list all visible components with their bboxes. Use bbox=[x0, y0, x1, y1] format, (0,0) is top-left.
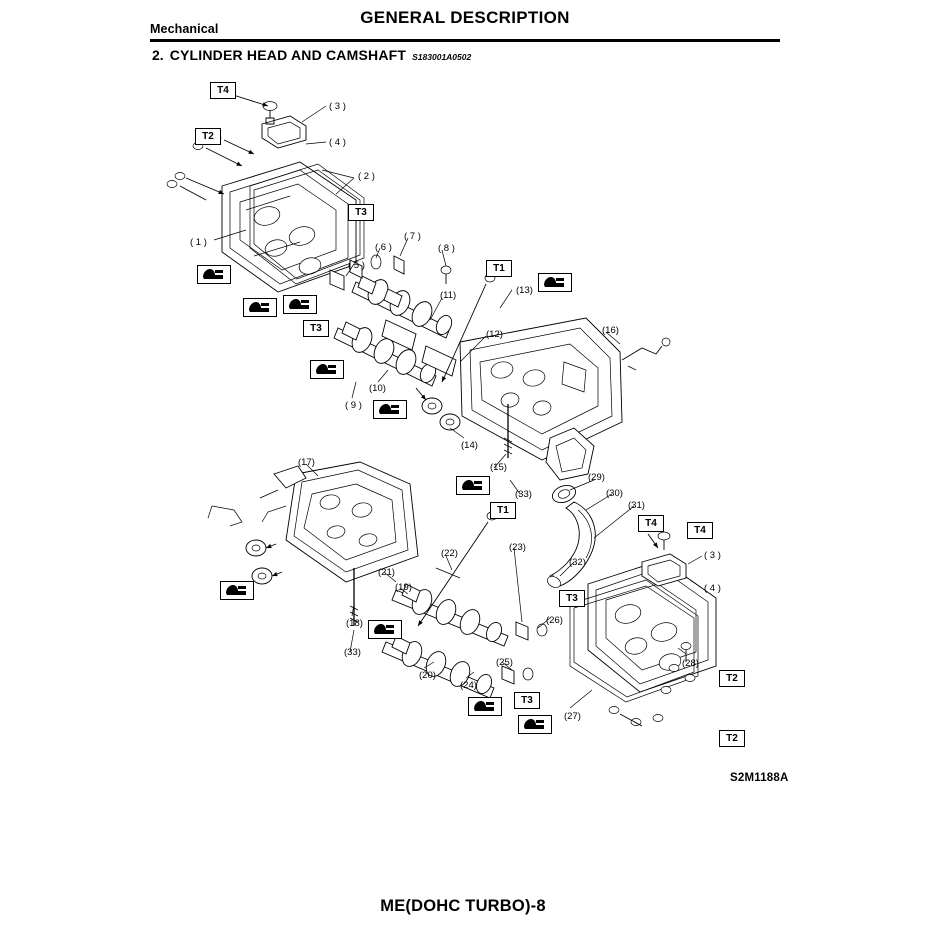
camshaft-washers bbox=[416, 388, 460, 430]
torque-tag-label: T3 bbox=[566, 593, 578, 604]
callout-c7: ( 7 ) bbox=[404, 231, 421, 242]
head-bracket bbox=[622, 338, 670, 370]
callout-c32: (32) bbox=[569, 557, 586, 568]
callout-c26: (26) bbox=[546, 615, 563, 626]
torque-tag-t4a bbox=[210, 82, 236, 99]
callout-c25: (25) bbox=[496, 657, 513, 668]
torque-tag-t2b bbox=[719, 670, 745, 687]
figure-id-code: S2M1188A bbox=[730, 772, 789, 784]
grease-icon bbox=[472, 700, 498, 713]
torque-tag-t4c bbox=[687, 522, 713, 539]
callout-c33a: (33) bbox=[515, 489, 532, 500]
oil-filler-cap-assembly bbox=[262, 102, 306, 149]
page-title: GENERAL DESCRIPTION bbox=[360, 8, 570, 27]
callout-c22: (22) bbox=[441, 548, 458, 559]
torque-tag-t1a bbox=[486, 260, 512, 277]
callout-c11: (11) bbox=[440, 290, 457, 301]
callout-c24: (24) bbox=[460, 680, 477, 691]
grease-symbol-g2 bbox=[243, 298, 277, 317]
grease-symbol-g4 bbox=[310, 360, 344, 379]
torque-tag-t2c bbox=[719, 730, 745, 747]
head-hanger bbox=[208, 506, 242, 526]
torque-tag-label: T3 bbox=[355, 207, 367, 218]
grease-symbol-g10 bbox=[468, 697, 502, 716]
grease-symbol-g5 bbox=[373, 400, 407, 419]
grease-icon bbox=[247, 301, 273, 314]
callout-c4: ( 4 ) bbox=[329, 137, 346, 148]
page-header bbox=[150, 6, 780, 34]
torque-tag-t3d bbox=[514, 692, 540, 709]
callout-c16: (16) bbox=[602, 325, 619, 336]
section-name: CYLINDER HEAD AND CAMSHAFT bbox=[169, 47, 407, 63]
callout-c4b: ( 4 ) bbox=[704, 583, 721, 594]
torque-tag-label: T2 bbox=[726, 733, 738, 744]
head-left-ports bbox=[260, 490, 286, 522]
grease-symbol-g6 bbox=[538, 273, 572, 292]
callout-c8: ( 8 ) bbox=[438, 243, 455, 254]
callout-c14: (14) bbox=[461, 440, 478, 451]
callout-c33b: (33) bbox=[344, 647, 361, 658]
grease-symbol-g9 bbox=[368, 620, 402, 639]
water-hose-assembly bbox=[545, 482, 595, 589]
callout-c1: ( 1 ) bbox=[190, 237, 207, 248]
callout-c12: (12) bbox=[486, 329, 503, 340]
grease-icon bbox=[372, 623, 398, 636]
torque-tag-label: T2 bbox=[726, 673, 738, 684]
callout-c10: (10) bbox=[369, 383, 386, 394]
torque-tag-label: T2 bbox=[202, 131, 214, 142]
header-section-label: Mechanical bbox=[150, 22, 219, 36]
torque-tag-label: T3 bbox=[521, 695, 533, 706]
callout-c21: (21) bbox=[378, 567, 395, 578]
grease-icon bbox=[314, 363, 340, 376]
section-number: 2. bbox=[152, 47, 164, 63]
callout-c6: ( 6 ) bbox=[375, 242, 392, 253]
header-divider bbox=[150, 39, 780, 42]
torque-tag-t2a bbox=[195, 128, 221, 145]
torque-tag-t3a bbox=[348, 204, 374, 221]
exploded-view-figure bbox=[150, 70, 790, 800]
cover-bolts-left bbox=[167, 173, 224, 201]
torque-tag-label: T1 bbox=[493, 263, 505, 274]
callout-c28: (28) bbox=[682, 658, 699, 669]
head-bolt-long-lower bbox=[418, 512, 497, 626]
callout-c29: (29) bbox=[588, 472, 605, 483]
callout-c13: (13) bbox=[516, 285, 533, 296]
torque-tag-label: T4 bbox=[217, 85, 229, 96]
grease-symbol-g7 bbox=[456, 476, 490, 495]
grease-symbol-g3 bbox=[283, 295, 317, 314]
callout-c30: (30) bbox=[606, 488, 623, 499]
callout-c19: (19) bbox=[395, 582, 412, 593]
torque-tag-t3c bbox=[559, 590, 585, 607]
cylinder-head-right bbox=[460, 318, 622, 480]
section-code: S183001A0502 bbox=[412, 52, 472, 62]
section-heading bbox=[152, 47, 471, 63]
cylinder-head-left bbox=[274, 462, 418, 582]
torque-tag-label: T4 bbox=[694, 525, 706, 536]
torque-tag-label: T1 bbox=[497, 505, 509, 516]
callout-c5: ( 5 ) bbox=[348, 260, 365, 271]
callout-c27: (27) bbox=[564, 711, 581, 722]
grease-icon bbox=[287, 298, 313, 311]
callout-c31: (31) bbox=[628, 500, 645, 511]
grease-symbol-g1 bbox=[197, 265, 231, 284]
callout-c20: (20) bbox=[419, 670, 436, 681]
grease-icon bbox=[542, 276, 568, 289]
grease-icon bbox=[224, 584, 250, 597]
callout-c3: ( 3 ) bbox=[329, 101, 346, 112]
torque-tag-label: T3 bbox=[310, 323, 322, 334]
page-footer: ME(DOHC TURBO)-8 bbox=[380, 897, 546, 915]
grease-symbol-g11 bbox=[518, 715, 552, 734]
grease-icon bbox=[377, 403, 403, 416]
callout-c17: (17) bbox=[298, 457, 315, 468]
torque-tag-t1b bbox=[490, 502, 516, 519]
grease-icon bbox=[460, 479, 486, 492]
grease-symbol-g8 bbox=[220, 581, 254, 600]
callout-c15: (15) bbox=[490, 462, 507, 473]
grease-icon bbox=[522, 718, 548, 731]
torque-tag-t4b bbox=[638, 515, 664, 532]
callout-c2: ( 2 ) bbox=[358, 171, 375, 182]
callout-c18: (18) bbox=[346, 618, 363, 629]
grease-icon bbox=[201, 268, 227, 281]
callout-c9: ( 9 ) bbox=[345, 400, 362, 411]
torque-tag-t3b bbox=[303, 320, 329, 337]
torque-tag-label: T4 bbox=[645, 518, 657, 529]
callout-c23: (23) bbox=[509, 542, 526, 553]
callout-c3b: ( 3 ) bbox=[704, 550, 721, 561]
oil-filler-cap-right bbox=[642, 532, 686, 586]
